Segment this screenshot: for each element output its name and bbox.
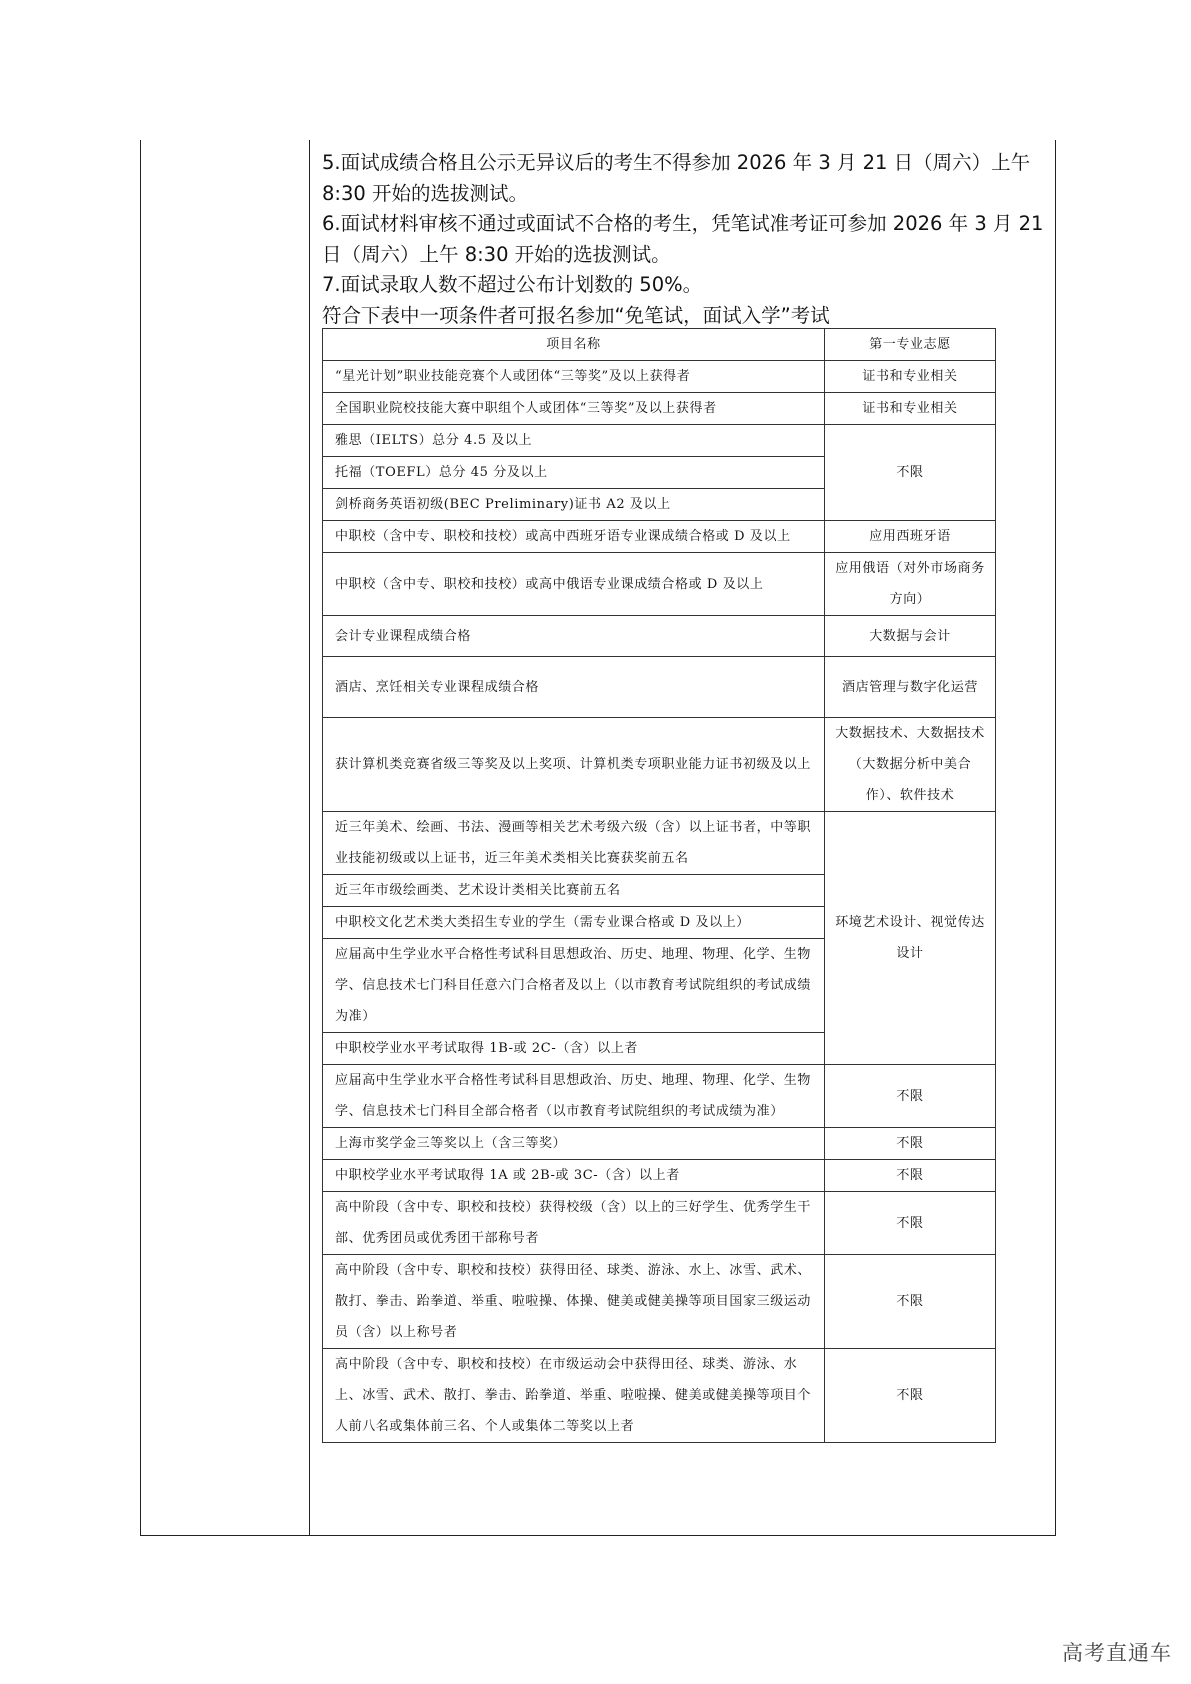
condition-cell: 近三年市级绘画类、艺术设计类相关比赛前五名 — [323, 875, 825, 907]
watermark-text: 高考直通车 — [1062, 1641, 1172, 1665]
condition-cell: “星光计划”职业技能竞赛个人或团体“三等奖”及以上获得者 — [323, 361, 825, 393]
notes-block — [322, 148, 1048, 331]
major-cell: 大数据与会计 — [825, 616, 996, 657]
major-cell: 酒店管理与数字化运营 — [825, 657, 996, 718]
condition-cell: 高中阶段（含中专、职校和技校）获得校级（含）以上的三好学生、优秀学生干部、优秀团员或优秀团干部称号者 — [323, 1192, 825, 1255]
eligibility-table — [322, 328, 996, 1443]
table-row — [323, 1255, 996, 1349]
condition-cell: 全国职业院校技能大赛中职组个人或团体“三等奖”及以上获得者 — [323, 393, 825, 425]
condition-cell: 雅思（IELTS）总分 4.5 及以上 — [323, 425, 825, 457]
table-row — [323, 812, 996, 875]
table-intro: 符合下表中一项条件者可报名参加“免笔试，面试入学”考试 — [322, 303, 830, 327]
note-item-5: 5.面试成绩合格且公示无异议后的考生不得参加 2026 年 3 月 21 日（周六）上午 8:30 开始的选拔测试。 — [322, 151, 1031, 205]
header-major: 第一专业志愿 — [825, 329, 996, 361]
condition-cell: 应届高中生学业水平合格性考试科目思想政治、历史、地理、物理、化学、生物学、信息技术七门科目任意六门合格者及以上（以市教育考试院组织的考试成绩为准） — [323, 939, 825, 1033]
condition-cell: 中职校学业水平考试取得 1A 或 2B-或 3C-（含）以上者 — [323, 1160, 825, 1192]
condition-cell: 托福（TOEFL）总分 45 分及以上 — [323, 457, 825, 489]
major-cell: 环境艺术设计、视觉传达设计 — [825, 812, 996, 1065]
condition-cell: 酒店、烹饪相关专业课程成绩合格 — [323, 657, 825, 718]
table-row — [323, 553, 996, 616]
condition-cell: 中职校（含中专、职校和技校）或高中俄语专业课成绩合格或 D 及以上 — [323, 553, 825, 616]
condition-cell: 应届高中生学业水平合格性考试科目思想政治、历史、地理、物理、化学、生物学、信息技术七门科目全部合格者（以市教育考试院组织的考试成绩为准） — [323, 1065, 825, 1128]
header-condition: 项目名称 — [323, 329, 825, 361]
condition-cell: 中职校文化艺术类大类招生专业的学生（需专业课合格或 D 及以上） — [323, 907, 825, 939]
table-row — [323, 1160, 996, 1192]
condition-cell: 高中阶段（含中专、职校和技校）在市级运动会中获得田径、球类、游泳、水上、冰雪、武术、散打、拳击、跆拳道、举重、啦啦操、健美或健美操等项目个人前八名或集体前三名、个人或集体二等奖以上者 — [323, 1349, 825, 1443]
table-row — [323, 361, 996, 393]
condition-cell: 获计算机类竞赛省级三等奖及以上奖项、计算机类专项职业能力证书初级及以上 — [323, 718, 825, 812]
major-cell: 不限 — [825, 1255, 996, 1349]
table-row — [323, 616, 996, 657]
condition-cell: 中职校学业水平考试取得 1B-或 2C-（含）以上者 — [323, 1033, 825, 1065]
table-header-row — [323, 329, 996, 361]
major-cell: 不限 — [825, 1128, 996, 1160]
table-row — [323, 1192, 996, 1255]
table-row — [323, 657, 996, 718]
table-row — [323, 1065, 996, 1128]
table-row — [323, 1128, 996, 1160]
table-row — [323, 718, 996, 812]
table-row — [323, 425, 996, 457]
major-cell: 证书和专业相关 — [825, 393, 996, 425]
major-cell: 不限 — [825, 1160, 996, 1192]
condition-cell: 剑桥商务英语初级(BEC Preliminary)证书 A2 及以上 — [323, 489, 825, 521]
table-row — [323, 1349, 996, 1443]
column-divider — [309, 140, 310, 1536]
condition-cell: 近三年美术、绘画、书法、漫画等相关艺术考级六级（含）以上证书者，中等职业技能初级或以上证书，近三年美术类相关比赛获奖前五名 — [323, 812, 825, 875]
major-cell: 应用俄语（对外市场商务方向） — [825, 553, 996, 616]
major-cell: 不限 — [825, 1192, 996, 1255]
note-item-6: 6.面试材料审核不通过或面试不合格的考生，凭笔试准考证可参加 2026 年 3 月 21 日（周六）上午 8:30 开始的选拔测试。 — [322, 212, 1044, 266]
table-row — [323, 521, 996, 553]
major-cell: 大数据技术、大数据技术（大数据分析中美合作）、软件技术 — [825, 718, 996, 812]
condition-cell: 会计专业课程成绩合格 — [323, 616, 825, 657]
condition-cell: 中职校（含中专、职校和技校）或高中西班牙语专业课成绩合格或 D 及以上 — [323, 521, 825, 553]
major-cell: 不限 — [825, 1349, 996, 1443]
major-cell: 证书和专业相关 — [825, 361, 996, 393]
condition-cell: 高中阶段（含中专、职校和技校）获得田径、球类、游泳、水上、冰雪、武术、散打、拳击、跆拳道、举重、啦啦操、体操、健美或健美操等项目国家三级运动员（含）以上称号者 — [323, 1255, 825, 1349]
condition-cell: 上海市奖学金三等奖以上（含三等奖） — [323, 1128, 825, 1160]
major-cell: 不限 — [825, 425, 996, 521]
major-cell: 应用西班牙语 — [825, 521, 996, 553]
note-item-7: 7.面试录取人数不超过公布计划数的 50%。 — [322, 273, 703, 296]
major-cell: 不限 — [825, 1065, 996, 1128]
table-row — [323, 393, 996, 425]
